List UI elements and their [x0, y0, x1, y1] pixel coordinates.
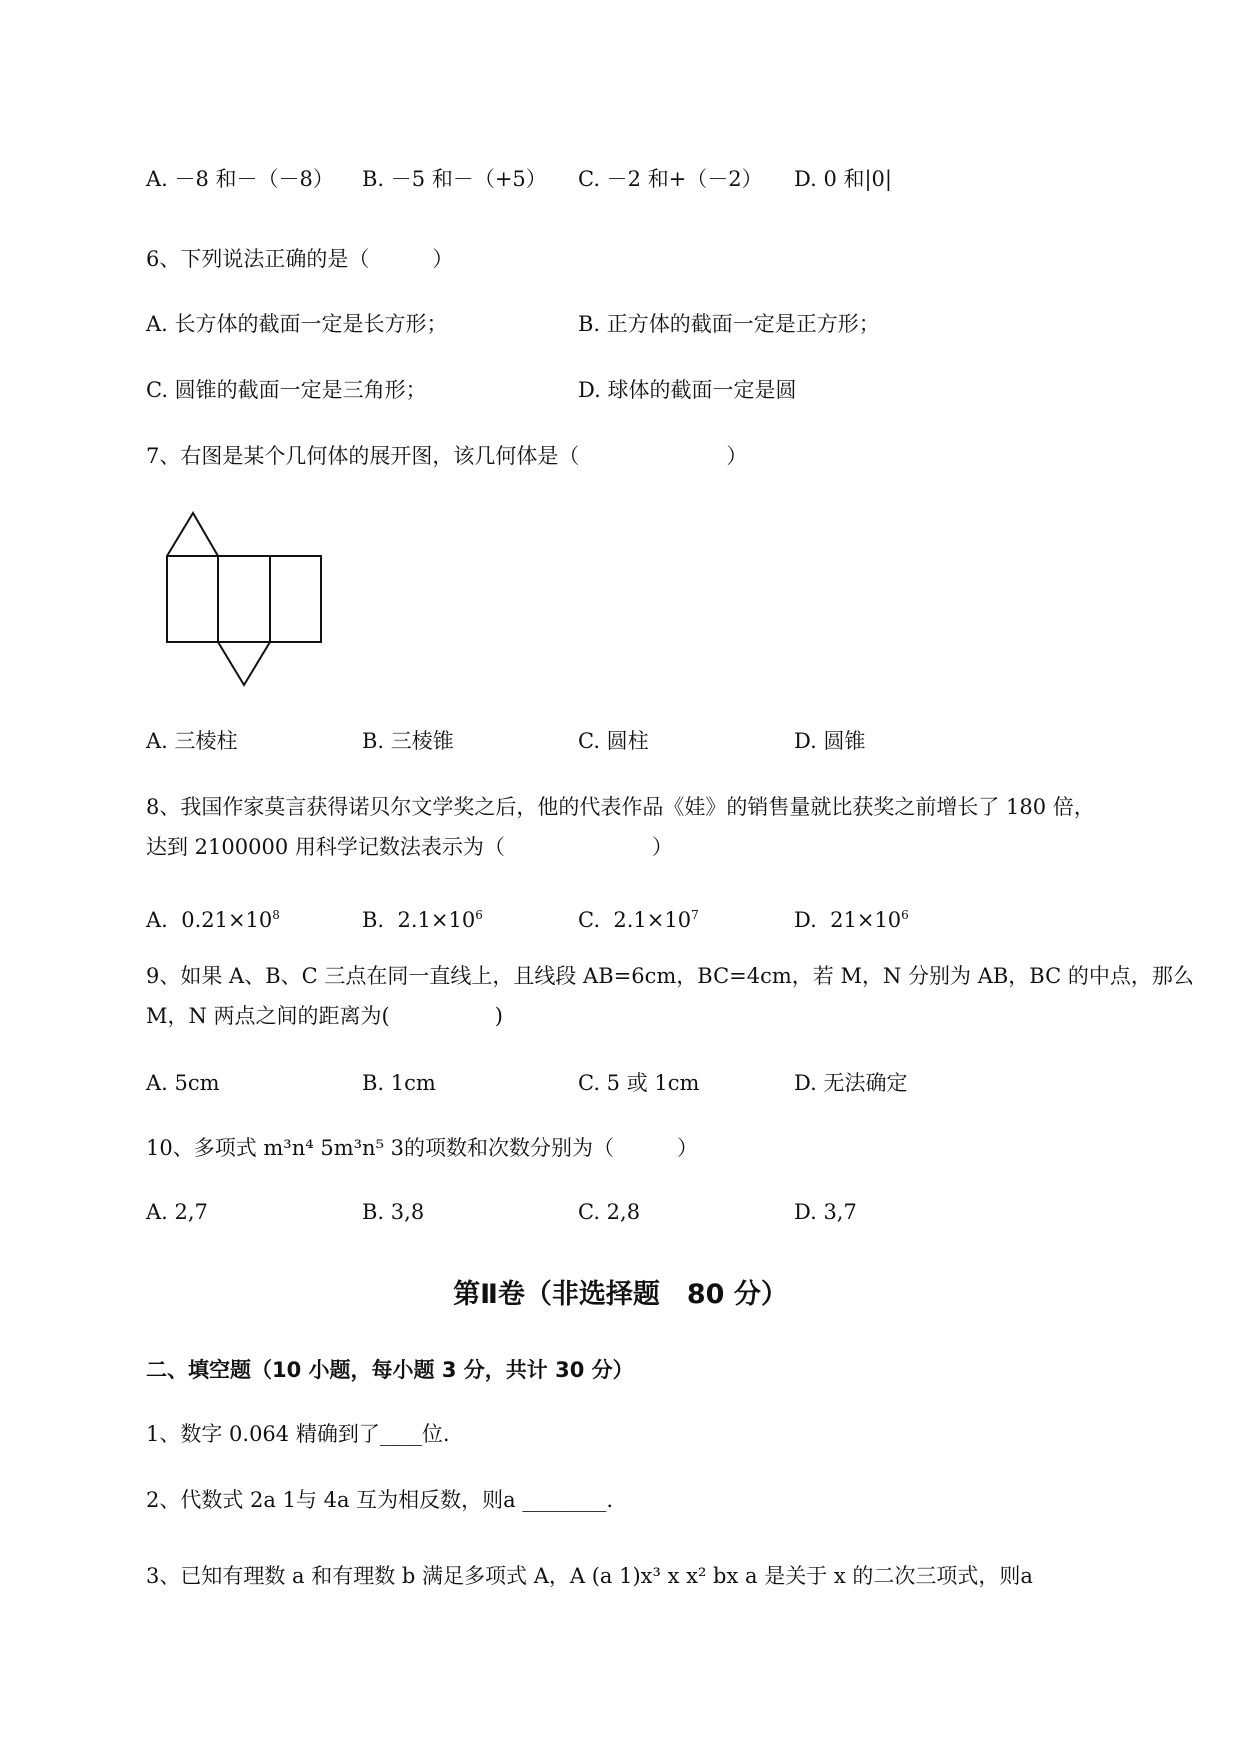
q8-option-a: A. $0.21\times 10^8$ [146, 908, 280, 932]
q9-option-c: C. 5 或 1cm [578, 1071, 700, 1095]
net-bottom-triangle [218, 642, 270, 685]
q10-option-b: B. 3,8 [362, 1200, 425, 1224]
q7-stem: 7、右图是某个几何体的展开图，该几何体是（ ） [146, 444, 748, 468]
net-rectangles [167, 556, 321, 642]
q10-stem: 10、多项式 m³n⁴ 5m³n⁵ 3的项数和次数分别为（ ） [146, 1136, 699, 1160]
q9-option-d: D. 无法确定 [794, 1071, 908, 1095]
fill-in-section-heading: 二、填空题（10 小题，每小题 3 分，共计 30 分） [146, 1358, 634, 1382]
net-top-triangle [167, 513, 218, 556]
q5-option-c: C. －2 和+（－2） [578, 167, 763, 191]
q10-option-a: A. 2,7 [146, 1200, 208, 1224]
fill-question-1: 1、数字 0.064 精确到了____位. [146, 1422, 450, 1446]
q6-option-b: B. 正方体的截面一定是正方形； [578, 312, 880, 336]
q6-option-d: D. 球体的截面一定是圆 [578, 378, 797, 402]
q5-option-a: A. －8 和－（－8） [146, 167, 334, 191]
q9-stem-line2: M，N 两点之间的距离为( ) [146, 1004, 503, 1028]
q9-option-b: B. 1cm [362, 1071, 436, 1095]
section-title: 第Ⅱ卷（非选择题 80 分） [453, 1279, 788, 1310]
q8-stem-line2: 达到 2100000 用科学记数法表示为（ ） [146, 835, 673, 859]
q7-option-a: A. 三棱柱 [146, 729, 238, 753]
q8-option-b: B. $2.1\times 10^6$ [362, 908, 483, 932]
q9-stem-line1: 9、如果 A、B、C 三点在同一直线上，且线段 AB=6cm，BC=4cm，若 M，N 分别为 AB，BC 的中点，那么 [146, 964, 1194, 988]
q10-option-c: C. 2,8 [578, 1200, 641, 1224]
q8-option-c: C. $2.1\times 10^7$ [578, 908, 699, 932]
q8-option-d: D. $21\times 10^6$ [794, 908, 909, 932]
q7-option-c: C. 圆柱 [578, 729, 649, 753]
fill-question-3: 3、已知有理数 a 和有理数 b 满足多项式 A，A (a 1)x³ x x² bx a 是关于 x 的二次三项式，则a [146, 1564, 1033, 1588]
q10-option-d: D. 3,7 [794, 1200, 857, 1224]
q7-option-d: D. 圆锥 [794, 729, 866, 753]
q7-option-b: B. 三棱锥 [362, 729, 454, 753]
q5-option-b: B. －5 和－（+5） [362, 167, 547, 191]
q6-option-a: A. 长方体的截面一定是长方形； [146, 312, 448, 336]
q6-option-c: C. 圆锥的截面一定是三角形； [146, 378, 427, 402]
triangular-prism-net-figure [160, 508, 330, 693]
q6-stem: 6、下列说法正确的是（ ） [146, 247, 454, 271]
q9-option-a: A. 5cm [146, 1071, 220, 1095]
fill-question-2: 2、代数式 2a 1与 4a 互为相反数，则a ________. [146, 1488, 614, 1512]
q8-stem-line1: 8、我国作家莫言获得诺贝尔文学奖之后，他的代表作品《娃》的销售量就比获奖之前增长了 180 倍， [146, 795, 1095, 819]
q5-option-d: D. 0 和|0| [794, 167, 892, 191]
